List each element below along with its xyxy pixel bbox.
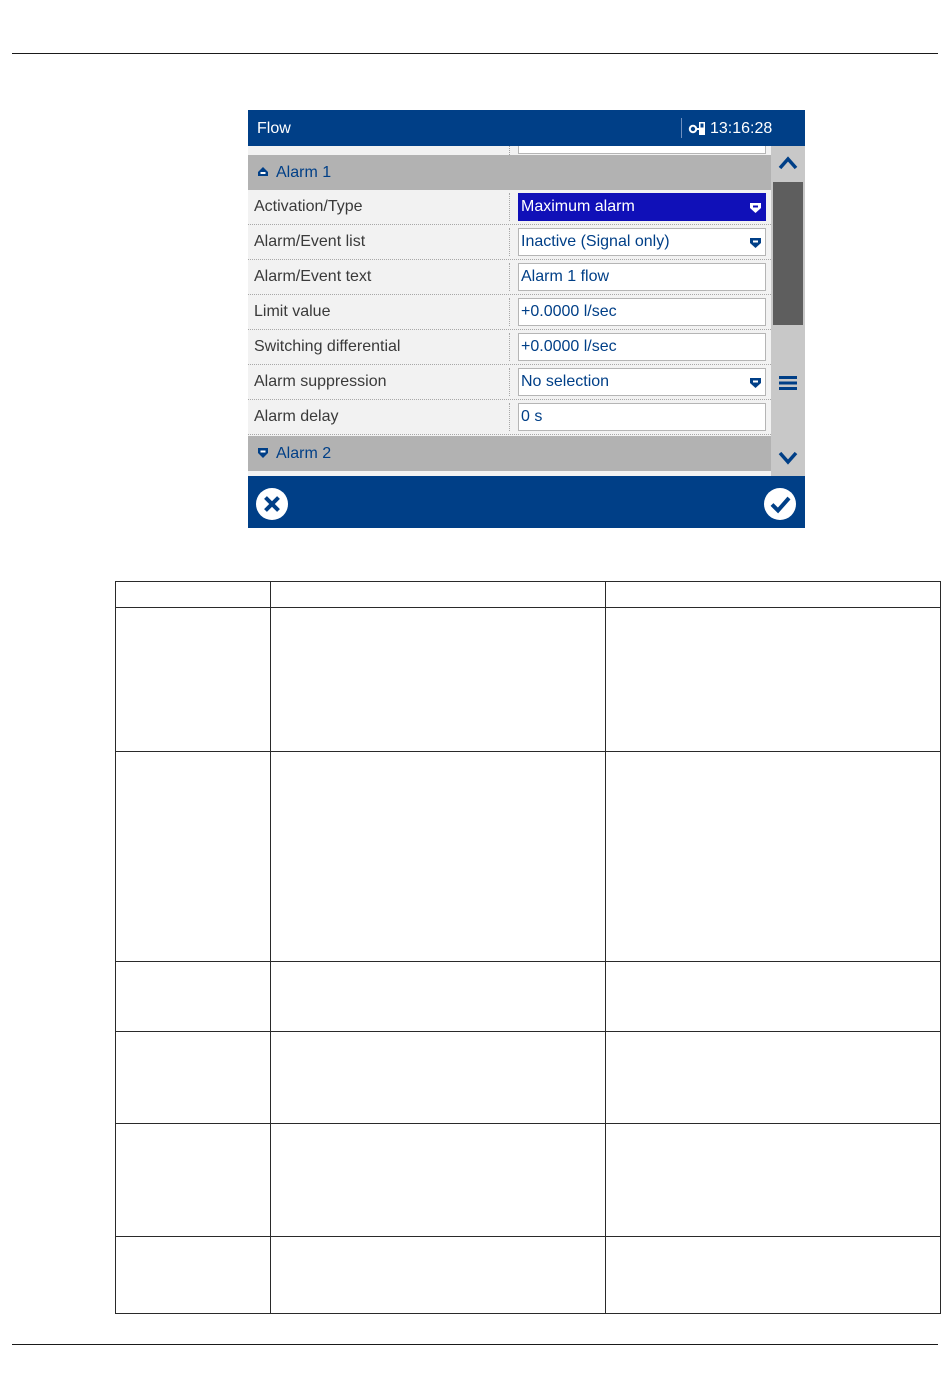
clock: 13:16:28 <box>710 120 773 137</box>
table-cell <box>116 582 271 608</box>
alarm-suppression-dropdown[interactable] <box>518 368 766 396</box>
param-label: Alarm suppression <box>254 373 387 390</box>
expand-arrow-icon <box>258 447 268 459</box>
param-label: Switching differential <box>254 338 401 355</box>
lock-key-icon <box>688 120 706 136</box>
table-cell <box>271 962 606 1032</box>
switching-differential-field[interactable] <box>518 333 766 361</box>
param-row-limit-value[interactable] <box>248 295 771 330</box>
table-row <box>116 1237 941 1314</box>
table-row <box>116 1032 941 1124</box>
param-row-alarm-event-list[interactable] <box>248 225 771 260</box>
param-label: Alarm/Event text <box>254 268 372 285</box>
alarm-event-text-field[interactable] <box>518 263 766 291</box>
title-separator <box>681 118 682 138</box>
table-row <box>116 582 941 608</box>
table-cell <box>116 1032 271 1124</box>
param-value: Inactive (Signal only) <box>521 233 670 250</box>
table-cell <box>116 962 271 1032</box>
row-divider <box>509 193 510 221</box>
previous-field[interactable] <box>518 146 766 154</box>
table-row <box>116 1124 941 1237</box>
table-cell <box>271 582 606 608</box>
param-label: Alarm delay <box>254 408 339 425</box>
table-cell <box>606 1124 941 1237</box>
page-bottom-rule <box>12 1344 938 1345</box>
window-title: Flow <box>257 120 291 137</box>
title-bar <box>248 110 805 146</box>
table-row <box>116 962 941 1032</box>
checkmark-circle-icon[interactable] <box>763 487 797 521</box>
row-divider <box>509 263 510 291</box>
table-cell <box>606 752 941 962</box>
dropdown-arrow-icon <box>750 377 761 389</box>
param-value: +0.0000 l/sec <box>521 303 617 320</box>
group-label: Alarm 2 <box>276 445 332 462</box>
table-row <box>116 752 941 962</box>
bottom-action-bar <box>248 476 805 528</box>
cancel-x-circle-icon[interactable] <box>255 487 289 521</box>
row-divider <box>509 368 510 396</box>
table-cell <box>606 608 941 752</box>
table-cell <box>606 1237 941 1314</box>
dropdown-arrow-icon <box>750 237 761 249</box>
previous-row-partial <box>248 146 771 155</box>
row-divider <box>509 333 510 361</box>
dropdown-arrow-icon <box>750 202 761 214</box>
table-row <box>116 608 941 752</box>
param-value: 0 s <box>521 408 543 425</box>
param-row-alarm-event-text[interactable] <box>248 260 771 295</box>
table-cell <box>271 752 606 962</box>
page-top-rule <box>12 53 938 54</box>
row-divider <box>509 298 510 326</box>
table-cell <box>271 1032 606 1124</box>
row-divider <box>509 146 510 155</box>
limit-value-field[interactable] <box>518 298 766 326</box>
scrollbar-thumb[interactable] <box>773 182 803 325</box>
table-cell <box>271 1124 606 1237</box>
row-divider <box>509 228 510 256</box>
chevron-down-icon[interactable] <box>771 441 805 475</box>
param-row-activation-type[interactable] <box>248 190 771 225</box>
param-label: Activation/Type <box>254 198 363 215</box>
group-header-alarm-1[interactable] <box>248 155 771 190</box>
param-label: Limit value <box>254 303 331 320</box>
table-cell <box>271 608 606 752</box>
param-value: No selection <box>521 373 610 390</box>
chevron-up-icon[interactable] <box>771 146 805 180</box>
param-label: Alarm/Event list <box>254 233 366 250</box>
device-screen <box>248 110 805 528</box>
group-label: Alarm 1 <box>276 164 332 181</box>
param-row-alarm-suppression[interactable] <box>248 365 771 400</box>
param-value: Maximum alarm <box>521 198 635 215</box>
param-value: Alarm 1 flow <box>521 268 610 285</box>
table-cell <box>116 752 271 962</box>
table-cell <box>606 1032 941 1124</box>
row-divider <box>509 403 510 431</box>
table-cell <box>116 1237 271 1314</box>
param-row-switching-differential[interactable] <box>248 330 771 365</box>
alarm-event-list-dropdown[interactable] <box>518 228 766 256</box>
table-cell <box>116 1124 271 1237</box>
parameter-list <box>248 146 771 476</box>
hamburger-menu-icon[interactable] <box>771 368 805 398</box>
table-cell <box>116 608 271 752</box>
group-header-alarm-2[interactable] <box>248 436 771 471</box>
table-cell <box>606 962 941 1032</box>
scrollbar[interactable] <box>771 146 805 476</box>
table-cell <box>271 1237 606 1314</box>
activation-type-dropdown[interactable] <box>518 193 766 221</box>
table-cell <box>606 582 941 608</box>
param-value: +0.0000 l/sec <box>521 338 617 355</box>
alarm-delay-field[interactable] <box>518 403 766 431</box>
empty-table <box>115 581 941 1314</box>
param-row-alarm-delay[interactable] <box>248 400 771 435</box>
collapse-arrow-icon <box>258 166 268 178</box>
